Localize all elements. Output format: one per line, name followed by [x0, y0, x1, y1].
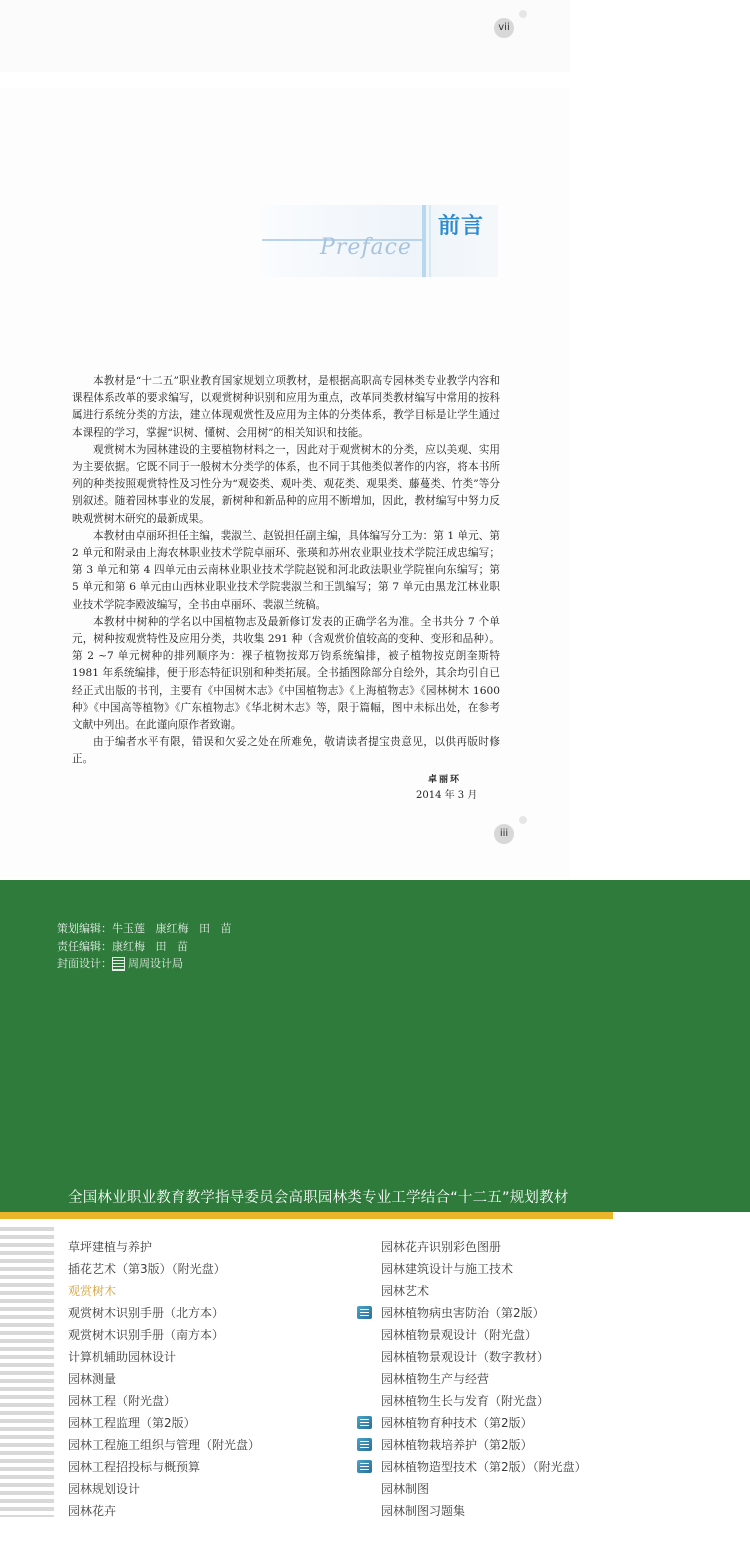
- book-list-item: 园林工程招投标与概预算: [68, 1460, 201, 1474]
- header-bar: [422, 205, 426, 277]
- page-number-badge-top: vii: [494, 18, 514, 38]
- credit-line-designer: [57, 955, 231, 973]
- book-list-item: 园林规划设计: [68, 1482, 141, 1496]
- book-title: 园林花卉识别彩色图册: [381, 1240, 502, 1254]
- preface-header: [262, 205, 498, 277]
- book-list-item: [381, 1500, 587, 1522]
- book-list-item-current: 观赏树木: [68, 1284, 117, 1298]
- page-badge-dot-icon: [519, 816, 527, 824]
- book-title: 园林植物病虫害防治（第2版）: [381, 1306, 545, 1320]
- book-title: 园林植物生产与经营: [381, 1372, 490, 1386]
- book-list-item: [381, 1258, 587, 1280]
- book-list-item: 园林工程监理（第2版）: [68, 1416, 196, 1430]
- page-badge-dot-icon: [519, 10, 527, 18]
- yellow-accent-bar: [0, 1212, 613, 1219]
- designer-label: 封面设计：: [57, 957, 112, 970]
- book-title: 园林建筑设计与施工技术: [381, 1262, 514, 1276]
- previous-page-fragment: [0, 0, 570, 72]
- preface-body: [72, 373, 500, 769]
- book-list-left: [68, 1236, 260, 1522]
- book-list-item: 园林工程（附光盘）: [68, 1394, 177, 1408]
- book-list-item: 观赏树木识别手册（南方本）: [68, 1328, 225, 1342]
- paragraph: 本教材是“十二五”职业教育国家规划立项教材，是根据高职高专园林类专业教学内容和课程体系改革的要求编写，以观赏树种识别和应用为重点，改革同类教材编写中常用的按科属进行系统分类的方法，建立体现观赏性及应用为主体的分类体系，教学目标是让学生通过本课程的学习，掌握“识树、懂树、会用树”的相关知识和技能。: [72, 375, 500, 439]
- book-list-item: [381, 1478, 587, 1500]
- book-title: 园林植物生长与发育（附光盘）: [381, 1394, 550, 1408]
- book-title: 园林艺术: [381, 1284, 430, 1298]
- book-list-item: [381, 1346, 587, 1368]
- book-list-item: [381, 1434, 587, 1456]
- credit-line: 策划编辑：牛玉莲 康红梅 田 苗: [57, 922, 232, 935]
- paragraph: 观赏树木为园林建设的主要植物材料之一，因此对于观赏树木的分类，应以美观、实用为主要依据。它既不同于一般树木分类学的体系，也不同于其他类似著作的内容，将本书所列的种类按照观赏特性及习性分为“观姿类、观叶类、观花类、观果类、藤蔓类、竹类”等分别叙述。随着园林事业的发展，新树种和新品种的应用不断增加，因此，教材编写中努力反映观赏树木研究的最新成果。: [72, 443, 500, 525]
- paragraph: 本教材由卓丽环担任主编，裴淑兰、赵锐担任副主编，具体编写分工为：第 1 单元、第 2 单元和附录由上海农林职业技术学院卓丽环、张瑛和苏州农业职业技术学院汪成忠编写；第 3 单元和第 4 四单元由云南林业职业技术学院赵锐和河北政法职业学院崔向东编写；第 5 单元和第 6 单元由山西林业职业技术学院裴淑兰和王凯编写；第 7 单元由黑龙江林业职业技术学院李殿波编写，全书由卓丽环、裴淑兰统稿。: [72, 529, 500, 611]
- book-list-item: [381, 1324, 587, 1346]
- credits-block: [57, 920, 231, 973]
- series-title: 全国林业职业教育教学指导委员会高职园林类专业工学结合“十二五”规划教材: [68, 1190, 569, 1206]
- book-list-item: 计算机辅助园林设计: [68, 1350, 177, 1364]
- decorative-stripes: [0, 1227, 54, 1517]
- book-list-item: 插花艺术（第3版）（附光盘）: [68, 1262, 226, 1276]
- book-list-item: [381, 1302, 587, 1324]
- book-icon: [357, 1438, 372, 1451]
- designer-logo-icon: [112, 957, 125, 971]
- book-list-item: [381, 1390, 587, 1412]
- paragraph: 本教材中树种的学名以中国植物志及最新修订发表的正确学名为准。全书共分 7 个单元，树种按观赏特性及应用分类，共收集 291 种（含观赏价值较高的变种、变形和品种）。第 2 ~7 单元树种的排列顺序为：裸子植物按郑万钧系统编排，被子植物按克朗奎斯特 1981 年系统编排，便于形态特征识别和种类拓展。全书插图除部分自绘外，其余均引自已经正式出版的书刊，主要有《中国树木志》《中国植物志》《上海植物志》《园林树木 1600 种》《中国高等植物》《广东植物志》《华北树木志》等，限于篇幅，图中未标出处，在参考文献中列出。在此谨向原作者致谢。: [72, 615, 500, 732]
- book-title: 园林制图习题集: [381, 1504, 466, 1518]
- preface-date: 2014 年 3 月: [416, 790, 478, 801]
- book-icon: [357, 1416, 372, 1429]
- designer-name: 周周设计局: [128, 957, 183, 970]
- book-title: 园林植物景观设计（附光盘）: [381, 1328, 538, 1342]
- book-title: 园林植物栽培养护（第2版）: [381, 1438, 533, 1452]
- book-icon: [357, 1460, 372, 1473]
- page-number-badge: iii: [494, 824, 514, 844]
- preface-script-title: Preface: [320, 235, 412, 260]
- book-list-item: [381, 1280, 587, 1302]
- book-title: 园林植物景观设计（数字教材）: [381, 1350, 550, 1364]
- credit-line: 责任编辑：康红梅 田 苗: [57, 939, 188, 953]
- book-list-item: 园林工程施工组织与管理（附光盘）: [68, 1438, 261, 1452]
- book-list-item: 草坪建植与养护: [68, 1240, 153, 1254]
- book-title: 园林植物育种技术（第2版）: [381, 1416, 533, 1430]
- preface-title: 前言: [438, 214, 485, 239]
- paragraph: 由于编者水平有限，错误和欠妥之处在所难免，敬请读者提宝贵意见，以供再版时修正。: [72, 736, 500, 766]
- book-list-item: [381, 1456, 587, 1478]
- author-signature: 卓丽环: [428, 775, 462, 785]
- book-list-item: 园林测量: [68, 1372, 117, 1386]
- book-title: 园林植物造型技术（第2版）（附光盘）: [381, 1460, 587, 1474]
- book-icon: [357, 1306, 372, 1319]
- book-list-item: [381, 1236, 587, 1258]
- book-list-item: 观赏树木识别手册（北方本）: [68, 1306, 225, 1320]
- book-title: 园林制图: [381, 1482, 430, 1496]
- book-list-item: [381, 1412, 587, 1434]
- book-list-item: 园林花卉: [68, 1504, 117, 1518]
- book-list-item: [381, 1368, 587, 1390]
- book-list-right: [381, 1236, 587, 1522]
